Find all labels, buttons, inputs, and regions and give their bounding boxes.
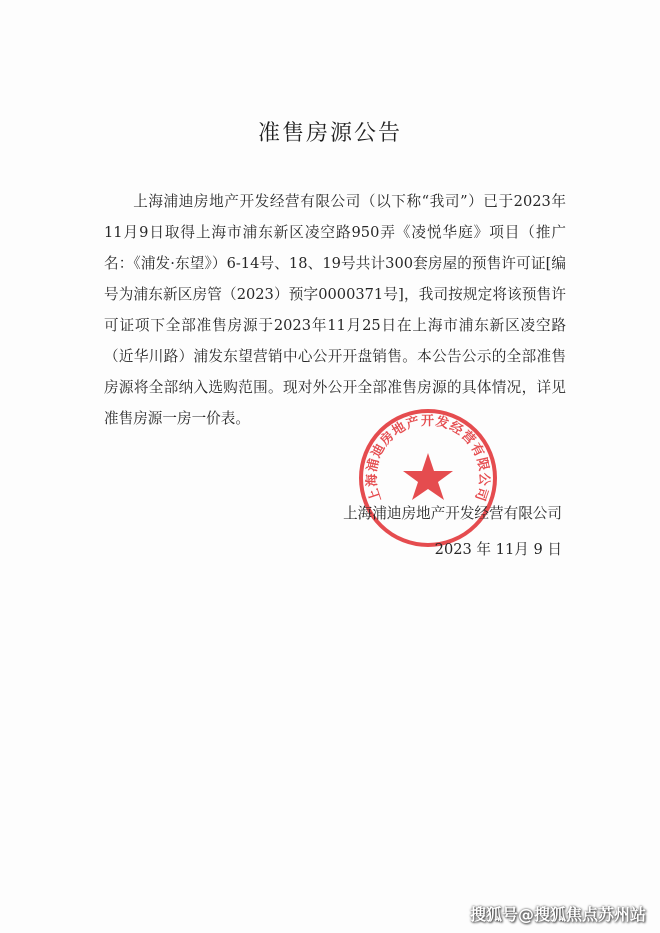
company-seal-icon [357,407,499,549]
seal-text: 上海浦迪房地产开发经营有限公司 [364,413,492,504]
announcement-paragraph: 上海浦迪房地产开发经营有限公司（以下称“我司”）已于2023年11月9日取得上海市浦东新区凌空路950弄《凌悦华庭》项目（推广名：《浦发·东望》）6-14号、18、19号共计300套房屋的预售许可证[编号为浦东新区房管（2023）预字0000371号]，我司按规定将该预售许可证项下全部准售房源于2023年11月25日在上海市浦东新区凌空路（近华川路）浦发东望营销中心公开开盘销售。本公告公示的全部准售房源将全部纳入选购范围。现对外公开全部准售房源的具体情况，详见准售房源一房一价表。 [104,193,566,427]
signature-company: 上海浦迪房地产开发经营有限公司 [343,505,562,522]
watermark: 搜狐号@搜狐焦点苏州站 [469,905,646,924]
page-title: 准售房源公告 [257,121,402,146]
announcement-body [104,186,566,434]
signature-date: 2023 年 11月 9 日 [434,541,562,558]
seal-star-icon [403,453,453,500]
